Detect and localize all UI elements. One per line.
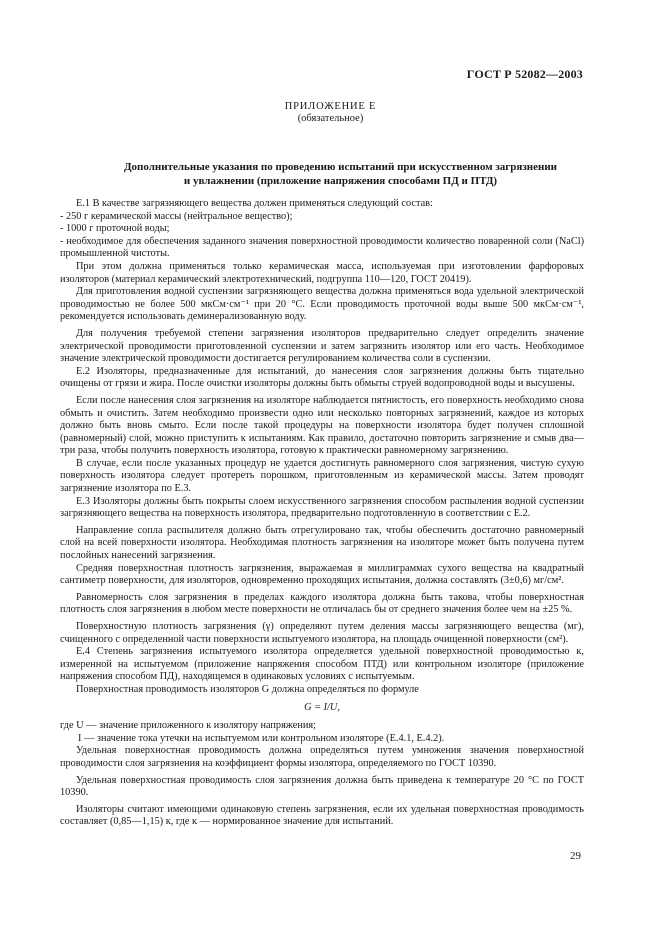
paragraph: Поверхностная проводимость изоляторов G должна определяться по формуле [76,683,419,695]
paragraph: Удельная поверхностная проводимость должна определяться путем умножения значения поверхностной проводимости слоя загрязнения на коэффициент формы изолятора, определяемого по ГОСТ 10390. [60,745,584,769]
paragraph-e3: Е.3 Изоляторы должны быть покрыты слоем искусственного загрязнения способом распыления водной суспензии загрязняющего вещества на поверхность изолятора, предварительно подготовленную в соответствии с Е.2. [60,495,584,520]
paragraph: Поверхностную плотность загрязнения (γ) определяют путем деления массы загрязняющего вещества (мг), счищенного с определенной части поверхности испытуемого изолятора, на площадь очищенной поверхности (см²). [60,621,584,645]
composition-item: - необходимое для обеспечения заданного значения поверхностной проводимости количество поваренной соли (NaCl) промышленной чистоты. [60,235,584,260]
paragraph: Направление сопла распылителя должно быть отрегулировано так, чтобы обеспечить достаточно равномерный слой на всей поверхности изолятора. Необходимая плотность загрязнения на изоляторе может быть получена путем послойных нанесений загрязнения. [60,524,584,562]
standard-header: ГОСТ Р 52082—2003 [466,67,583,81]
paragraph-e2: Е.2 Изоляторы, предназначенные для испытаний, до нанесения слоя загрязнения должны быть тщательно очищены от грязи и жира. После очистки изоляторы должны быть обмыты струей водопроводной воды и высушены. [60,365,584,390]
formula-where-i: I — значение тока утечки на испытуемом или контрольном изоляторе (Е.4.1, Е.4.2). [78,732,445,744]
formula: G = I/U, [304,701,340,713]
paragraph: Для приготовления водной суспензии загрязняющего вещества должна применяться вода удельной электрической проводимостью не более 500 мкСм·см⁻¹ при 20 °С. Если проводимость проточной воды выше 500 мкСм·см⁻¹, рекомендуется использовать деминерализованную воду. [60,286,584,323]
paragraph-e1: Е.1 В качестве загрязняющего вещества должен применяться следующий состав: [76,198,433,209]
paragraph: Если после нанесения слоя загрязнения на изоляторе наблюдается пятнистость, его поверхность необходимо снова обмыть и очистить. Затем необходимо произвести одно или несколько повторных загрязнений, каждое из которых должно быть вновь смыто. Если после такой процедуры на поверхности изолятора будет получен сплошной (равномерный) слой, можно приступить к испытаниям. Как правило, достаточно повторить загрязнение и смыв два—три раза, чтобы получить поверхность изолятора, готовую к практически равномерному загрязнению. [60,394,584,457]
paragraph: При этом должна применяться только керамическая масса, используемая при изготовлении фарфоровых изоляторов (материал керамический электротехнический, подгруппа 110—120, ГОСТ 20419). [60,260,584,285]
appendix-heading [0,101,661,125]
paragraph-e4: Е.4 Степень загрязнения испытуемого изолятора определяется удельной поверхностной проводимостью к, измеренной на испытуемом (приложение напряжения способом ПТД) или контрольном изоляторе (приложение напряжения способом ПД), находящемся в одинаковых условиях с испытуемым. [60,646,584,683]
composition-item: - 250 г керамической массы (нейтральное вещество); [60,210,293,222]
paragraph: Изоляторы считают имеющими одинаковую степень загрязнения, если их удельная поверхностная проводимость составляет (0,85—1,15) к, где к — нормированное значение для испытаний. [60,803,584,828]
appendix-status: (обязательное) [297,113,364,124]
page-number: 29 [570,850,581,862]
section-title-line-2: и увлажнении (приложение напряжения способами ПД и ПТД) [183,175,498,187]
document-body [60,198,584,829]
paragraph: Удельная поверхностная проводимость слоя загрязнения должна быть приведена к температуре 20 °С по ГОСТ 10390. [60,774,584,799]
paragraph: Средняя поверхностная плотность загрязнения, выражаемая в миллиграммах сухого вещества на квадратный сантиметр поверхности, для изоляторов, одновременно проходящих испытания, должна составлять (3±0,6) мг/см². [60,562,584,587]
formula-where-u: где U — значение приложенного к изолятору напряжения; [60,720,316,732]
section-title-line-1: Дополнительные указания по проведению испытаний при искусственном загрязнении [123,161,558,173]
paragraph: В случае, если после указанных процедур не удается достигнуть равномерного слоя загрязнения, чистую сухую поверхность изолятора следует протереть порошком, приготовленным из керамической массы. Затем проводят загрязнение изолятора по Е.3. [60,457,584,495]
composition-item: - 1000 г проточной воды; [60,223,170,235]
appendix-title: ПРИЛОЖЕНИЕ Е [284,101,377,112]
paragraph: Равномерность слоя загрязнения в пределах каждого изолятора должна быть такова, чтобы поверхностная плотность слоя загрязнения в любом месте поверхности не отличалась бы от среднего значения более чем на ±25 %. [60,591,584,616]
section-title [60,160,621,188]
paragraph: Для получения требуемой степени загрязнения изоляторов предварительно следует определить значение электрической проводимости приготовленной суспензии и затем загрязнить изолятор или его часть. Необходимое значение электрической проводимости достигается регулированием количества соли в суспензии. [60,327,584,365]
